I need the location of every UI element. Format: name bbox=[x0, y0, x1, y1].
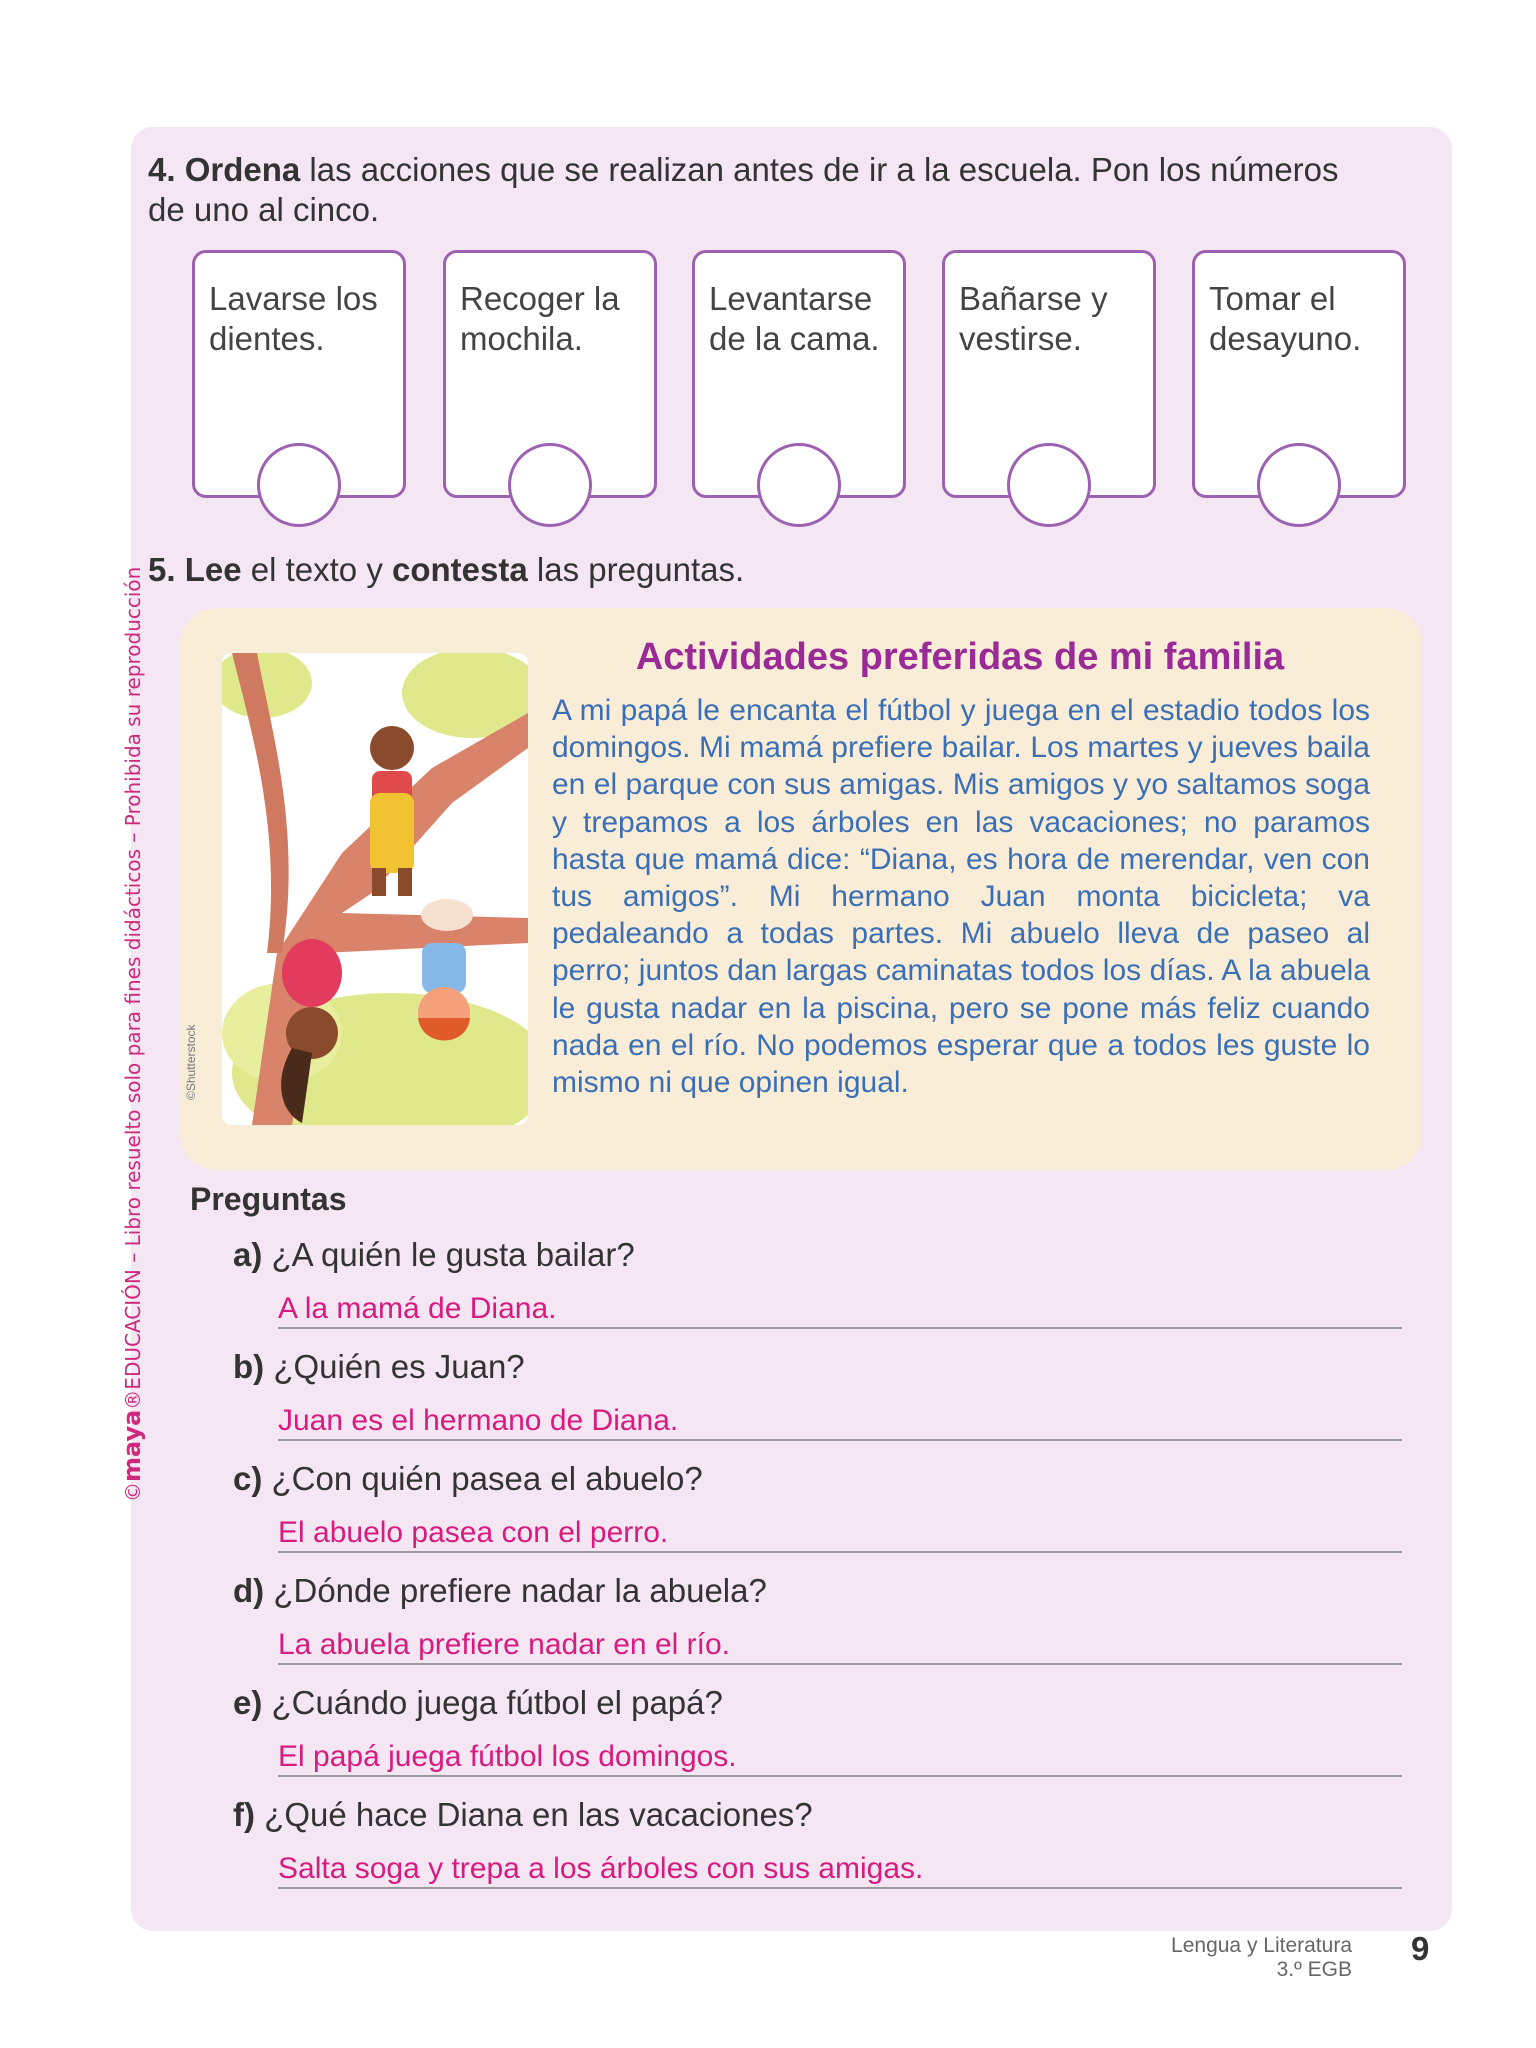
question-a: a) ¿A quién le gusta bailar? bbox=[233, 1236, 635, 1273]
order-number-circle-3[interactable] bbox=[757, 443, 841, 527]
page-number: 9 bbox=[1411, 1930, 1430, 1967]
reading-title: Actividades preferidas de mi familia bbox=[635, 636, 1285, 678]
footer-subject: Lengua y Literatura 3.º EGB bbox=[1171, 1934, 1352, 1981]
question-4-instruction: 4. Ordena las acciones que se realizan antes de ir a la escuela. Pon los números de uno al cinco. bbox=[148, 151, 1339, 228]
action-card-3: Levantarse de la cama. bbox=[692, 250, 906, 498]
answer-a[interactable]: A la mamá de Diana. bbox=[278, 1291, 1402, 1329]
answer-c[interactable]: El abuelo pasea con el perro. bbox=[278, 1515, 1402, 1553]
copyright-side-note: ©maya®EDUCACIÓN – Libro resuelto solo para fines didácticos – Prohibida su reproducción bbox=[118, 566, 146, 1502]
maya-logo: maya bbox=[118, 1409, 146, 1482]
action-card-5: Tomar el desayuno. bbox=[1192, 250, 1406, 498]
question-b: b) ¿Quién es Juan? bbox=[233, 1348, 525, 1385]
answer-b[interactable]: Juan es el hermano de Diana. bbox=[278, 1403, 1402, 1441]
reading-text: A mi papá le encanta el fútbol y juega en el estadio todos los domingos. Mi mamá prefiere bailar. Los martes y jueves baila en el parque con sus amigas. Mis amigos y yo saltamos soga y trepamos a los árboles en las vacaciones; no paramos hasta que mamá dice: “Diana, es hora de merendar, ven con tus amigos”. Mi hermano Juan monta bicicleta; va pedaleando a todas partes. Mi abuelo lleva de paseo al perro; juntos dan largas caminatas todos los días. A la abuela le gusta nadar en la piscina, pero se pone más feliz cuando nada en el río. No podemos esperar que a todos les guste lo mismo ni que opinen igual. bbox=[552, 694, 1370, 1100]
questions-heading: Preguntas bbox=[190, 1181, 347, 1217]
question-f: f) ¿Qué hace Diana en las vacaciones? bbox=[233, 1796, 813, 1833]
image-credit: ©Shutterstock bbox=[184, 1024, 198, 1100]
order-number-circle-5[interactable] bbox=[1257, 443, 1341, 527]
question-5-instruction: 5. Lee el texto y contesta las preguntas. bbox=[148, 551, 745, 588]
question-d: d) ¿Dónde prefiere nadar la abuela? bbox=[233, 1572, 767, 1609]
question-e: e) ¿Cuándo juega fútbol el papá? bbox=[233, 1684, 723, 1721]
action-card-1: Lavarse los dientes. bbox=[192, 250, 406, 498]
order-number-circle-1[interactable] bbox=[257, 443, 341, 527]
answer-e[interactable]: El papá juega fútbol los domingos. bbox=[278, 1739, 1402, 1777]
children-tree-illustration bbox=[222, 653, 528, 1125]
answer-f[interactable]: Salta soga y trepa a los árboles con sus amigas. bbox=[278, 1851, 1402, 1889]
order-number-circle-4[interactable] bbox=[1007, 443, 1091, 527]
action-card-2: Recoger la mochila. bbox=[443, 250, 657, 498]
action-card-4: Bañarse y vestirse. bbox=[942, 250, 1156, 498]
answer-d[interactable]: La abuela prefiere nadar en el río. bbox=[278, 1627, 1402, 1665]
question-c: c) ¿Con quién pasea el abuelo? bbox=[233, 1460, 703, 1497]
order-number-circle-2[interactable] bbox=[508, 443, 592, 527]
